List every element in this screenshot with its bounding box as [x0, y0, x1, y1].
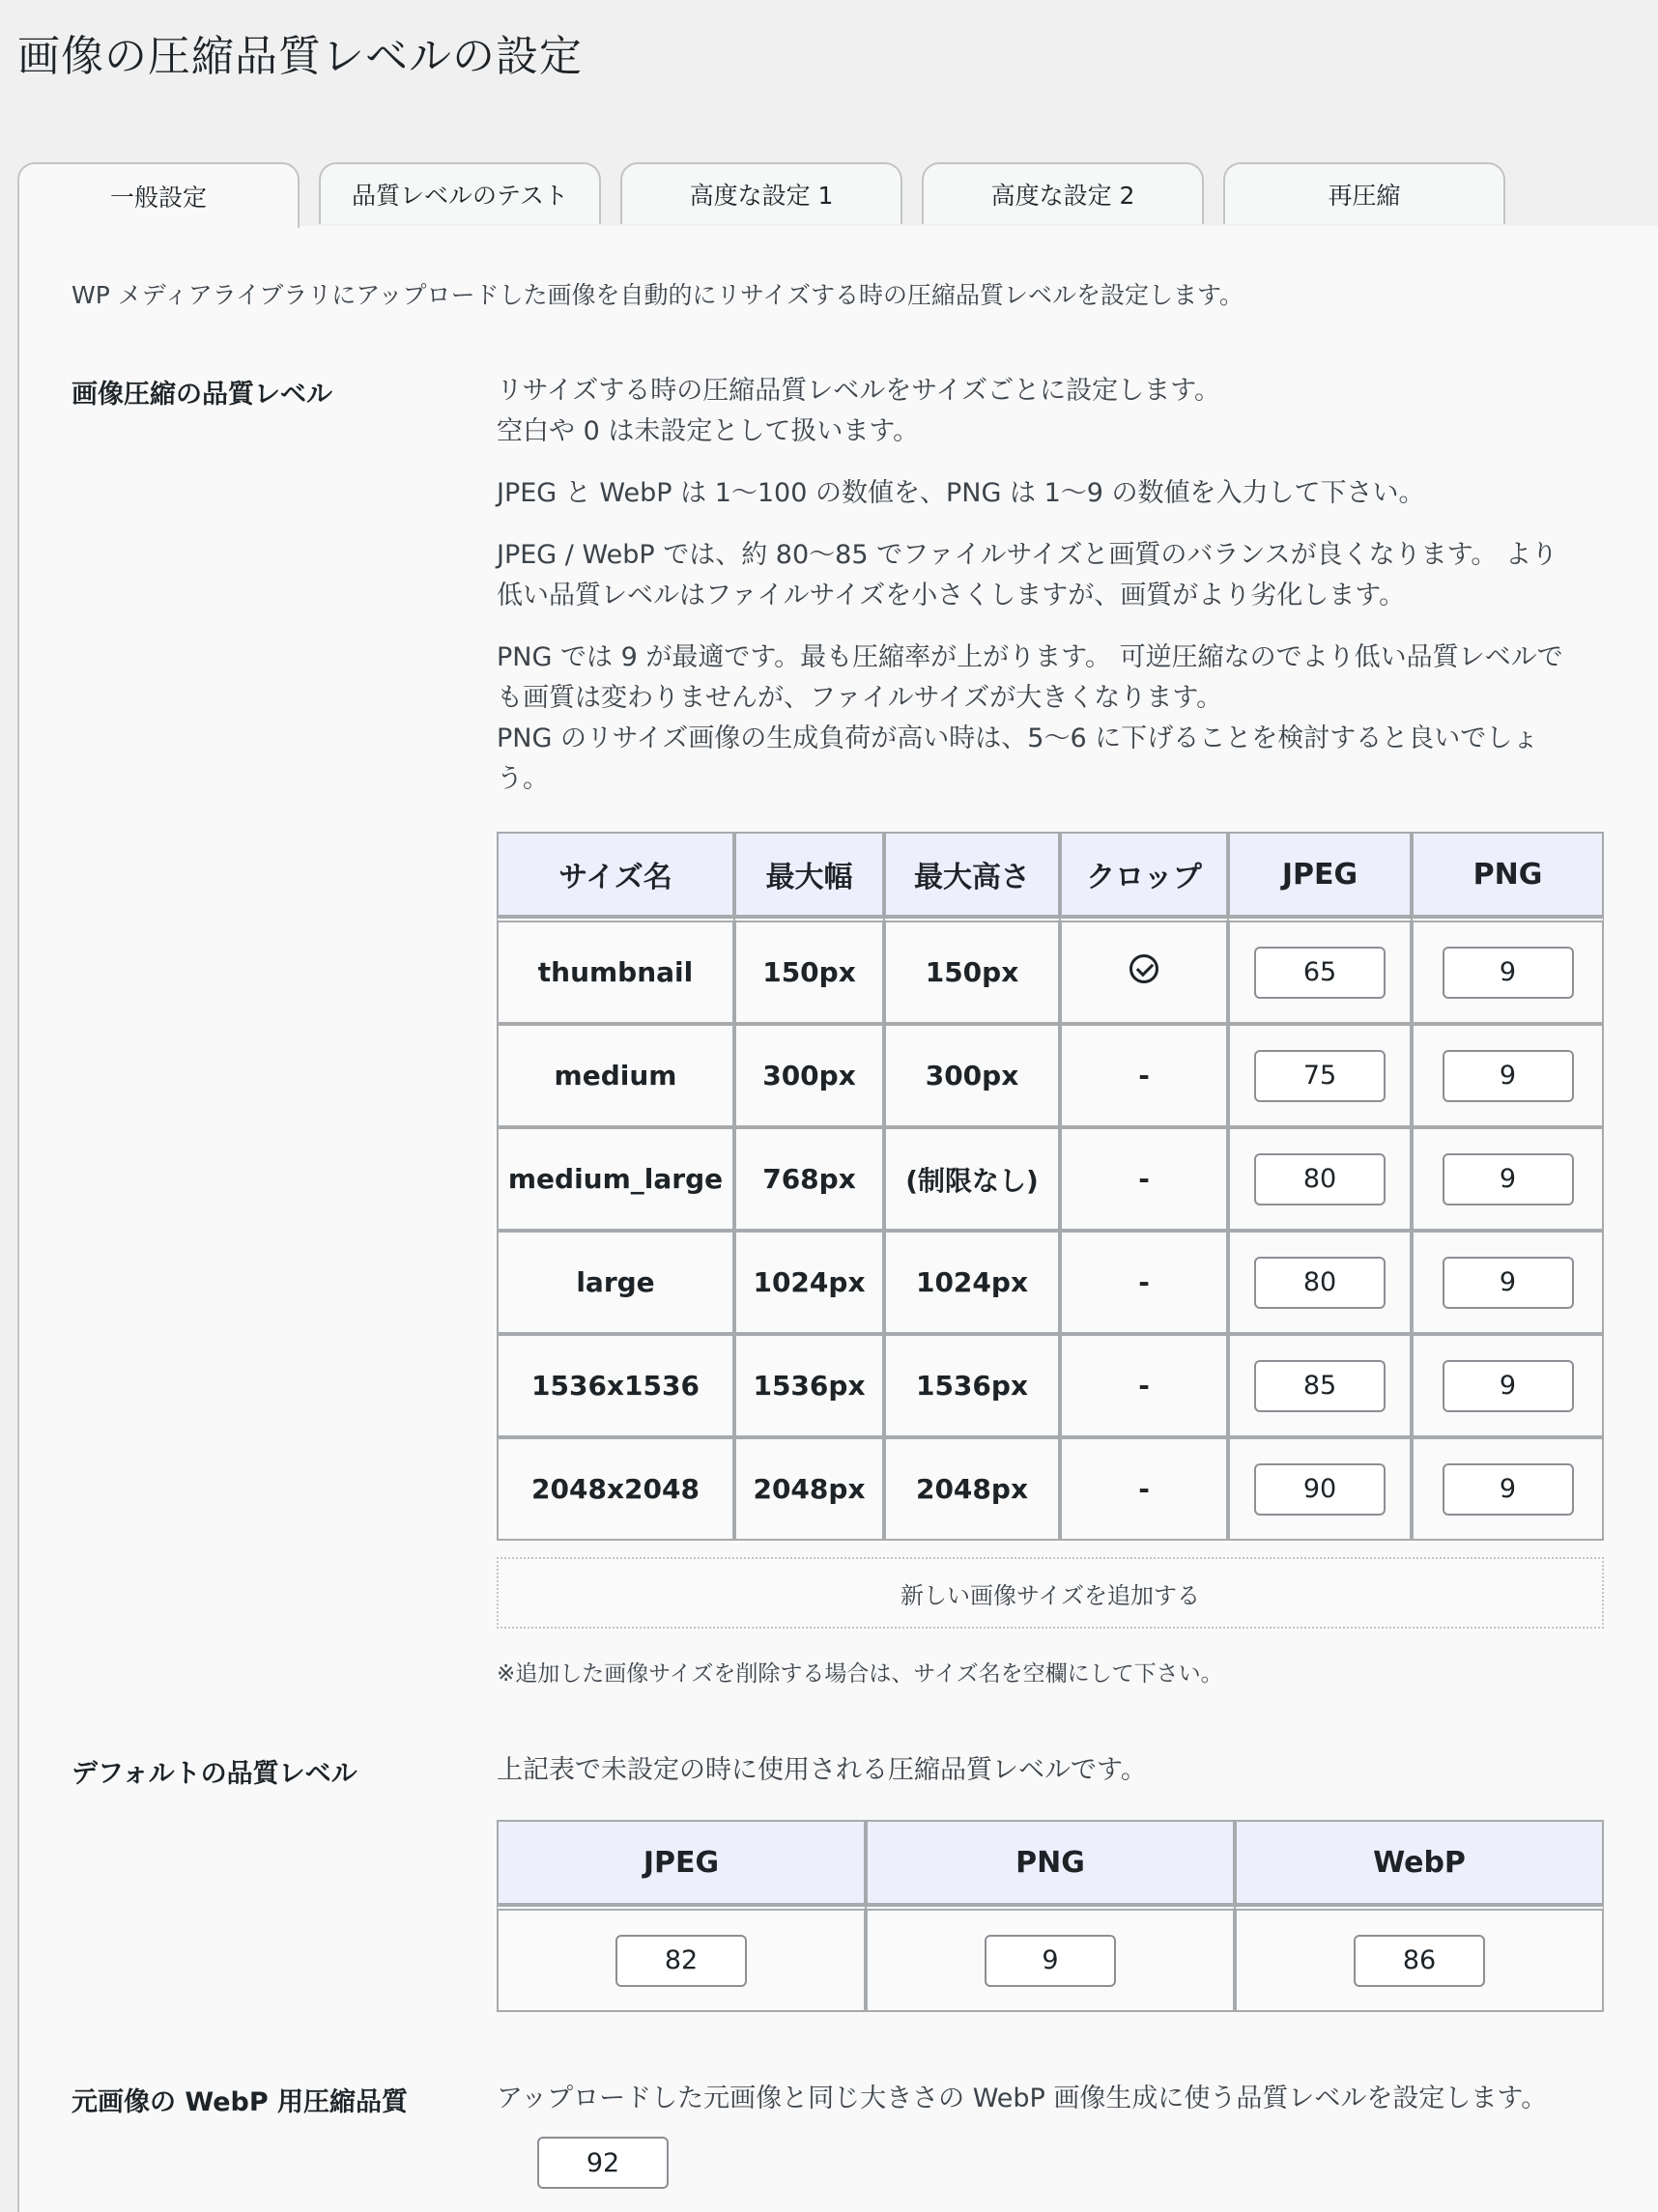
size-name-cell: medium [497, 1024, 734, 1127]
max-width-cell: 1024px [734, 1231, 884, 1334]
png-cell [866, 1905, 1235, 2012]
desc-line: う。 [497, 764, 549, 794]
webp-cell [1235, 1905, 1604, 2012]
table-row [497, 1437, 1604, 1541]
desc-line: リサイズする時の圧縮品質レベルをサイズごとに設定します。 [497, 376, 1220, 406]
col-header-max-height: 最大高さ [884, 832, 1060, 917]
crop-cell: - [1060, 1127, 1228, 1231]
png-cell [1412, 1024, 1604, 1127]
settings-panel [17, 226, 1658, 2212]
max-width-cell: 300px [734, 1024, 884, 1127]
max-height-cell: (制限なし) [884, 1127, 1060, 1231]
webp-original-description: アップロードした元画像と同じ大きさの WebP 画像生成に使う品質レベルを設定します。 [497, 2084, 1548, 2113]
jpeg-cell [1228, 1437, 1412, 1541]
tab-general[interactable]: 一般設定 [17, 162, 300, 228]
desc-line: 空白や 0 は未設定として扱います。 [497, 416, 920, 446]
col-header-png: PNG [1412, 832, 1604, 917]
jpeg-quality-input[interactable] [1254, 1153, 1386, 1205]
webp-original-quality-input[interactable] [537, 2137, 669, 2189]
desc-line: PNG のリサイズ画像の生成負荷が高い時は、5〜6 に下げることを検討すると良いでしょ [497, 723, 1539, 753]
png-cell [1412, 1437, 1604, 1541]
desc-line: JPEG と WebP は 1〜100 の数値を、PNG は 1〜9 の数値を入力して下さい。 [497, 478, 1425, 508]
size-name-cell: large [497, 1231, 734, 1334]
png-quality-input[interactable] [1443, 1153, 1574, 1205]
jpeg-cell [1228, 1127, 1412, 1231]
max-height-cell: 2048px [884, 1437, 1060, 1541]
table-row [497, 917, 1604, 1024]
tab-advanced-1[interactable]: 高度な設定 1 [620, 162, 902, 224]
desc-line: PNG では 9 が最適です。最も圧縮率が上がります。 可逆圧縮なのでより低い品質レベルで [497, 642, 1563, 672]
size-name-cell: 2048x2048 [497, 1437, 734, 1541]
tab-quality-test[interactable]: 品質レベルのテスト [319, 162, 601, 224]
desc-line: も画質は変わりませんが、ファイルサイズが大きくなります。 [497, 683, 1223, 713]
png-cell [1412, 1127, 1604, 1231]
png-quality-input[interactable] [1443, 947, 1574, 999]
png-quality-input[interactable] [1443, 1360, 1574, 1412]
size-quality-table [497, 832, 1604, 1541]
table-row [497, 1231, 1604, 1334]
desc-line: JPEG / WebP では、約 80〜85 でファイルサイズと画質のバランスが良くなります。 より [497, 540, 1558, 570]
crop-cell [1060, 917, 1228, 1024]
col-header-png: PNG [866, 1820, 1235, 1905]
quality-description [497, 371, 1617, 821]
max-height-cell: 300px [884, 1024, 1060, 1127]
jpeg-cell [1228, 917, 1412, 1024]
jpeg-cell [1228, 1024, 1412, 1127]
png-quality-input[interactable] [1443, 1050, 1574, 1102]
max-height-cell: 150px [884, 917, 1060, 1024]
col-header-jpeg: JPEG [497, 1820, 866, 1905]
table-header-row [497, 832, 1604, 917]
jpeg-quality-input[interactable] [1254, 947, 1386, 999]
table-row [497, 1905, 1604, 2012]
delete-size-note: ※追加した画像サイズを削除する場合は、サイズ名を空欄にして下さい。 [497, 1661, 1223, 1687]
default-png-input[interactable] [985, 1935, 1116, 1987]
jpeg-cell [1228, 1334, 1412, 1437]
check-circle-icon [1129, 954, 1158, 983]
default-webp-input[interactable] [1354, 1935, 1485, 1987]
table-row [497, 1334, 1604, 1437]
crop-cell: - [1060, 1334, 1228, 1437]
col-header-max-width: 最大幅 [734, 832, 884, 917]
crop-cell: - [1060, 1024, 1228, 1127]
jpeg-quality-input[interactable] [1254, 1050, 1386, 1102]
max-width-cell: 150px [734, 917, 884, 1024]
default-jpeg-input[interactable] [615, 1935, 747, 1987]
intro-text: WP メディアライブラリにアップロードした画像を自動的にリサイズする時の圧縮品質レベルを設定します。 [71, 281, 1244, 309]
add-image-size-button[interactable]: 新しい画像サイズを追加する [497, 1557, 1604, 1629]
col-header-crop: クロップ [1060, 832, 1228, 917]
crop-cell: - [1060, 1231, 1228, 1334]
col-header-webp: WebP [1235, 1820, 1604, 1905]
table-row [497, 1024, 1604, 1127]
size-name-cell: thumbnail [497, 917, 734, 1024]
default-quality-label: デフォルトの品質レベル [71, 1759, 357, 1789]
size-name-cell: medium_large [497, 1127, 734, 1231]
max-width-cell: 768px [734, 1127, 884, 1231]
quality-section-label: 画像圧縮の品質レベル [71, 380, 332, 410]
crop-cell: - [1060, 1437, 1228, 1541]
page-title: 画像の圧縮品質レベルの設定 [17, 32, 583, 81]
max-height-cell: 1024px [884, 1231, 1060, 1334]
png-cell [1412, 1334, 1604, 1437]
jpeg-quality-input[interactable] [1254, 1257, 1386, 1309]
max-width-cell: 2048px [734, 1437, 884, 1541]
max-width-cell: 1536px [734, 1334, 884, 1437]
jpeg-cell [497, 1905, 866, 2012]
col-header-jpeg: JPEG [1228, 832, 1412, 917]
col-header-size-name: サイズ名 [497, 832, 734, 917]
size-name-cell: 1536x1536 [497, 1334, 734, 1437]
default-quality-table [497, 1820, 1604, 2012]
desc-line: 低い品質レベルはファイルサイズを小さくしますが、画質がより劣化します。 [497, 581, 1406, 610]
webp-original-label: 元画像の WebP 用圧縮品質 [71, 2087, 409, 2117]
tab-recompress[interactable]: 再圧縮 [1223, 162, 1505, 224]
jpeg-cell [1228, 1231, 1412, 1334]
default-quality-description: 上記表で未設定の時に使用される圧縮品質レベルです。 [497, 1755, 1147, 1785]
png-quality-input[interactable] [1443, 1257, 1574, 1309]
tab-advanced-2[interactable]: 高度な設定 2 [922, 162, 1204, 224]
table-header-row [497, 1820, 1604, 1905]
table-row [497, 1127, 1604, 1231]
png-cell [1412, 917, 1604, 1024]
max-height-cell: 1536px [884, 1334, 1060, 1437]
tab-bar [17, 162, 1658, 228]
png-cell [1412, 1231, 1604, 1334]
jpeg-quality-input[interactable] [1254, 1360, 1386, 1412]
png-quality-input[interactable] [1443, 1463, 1574, 1516]
jpeg-quality-input[interactable] [1254, 1463, 1386, 1516]
